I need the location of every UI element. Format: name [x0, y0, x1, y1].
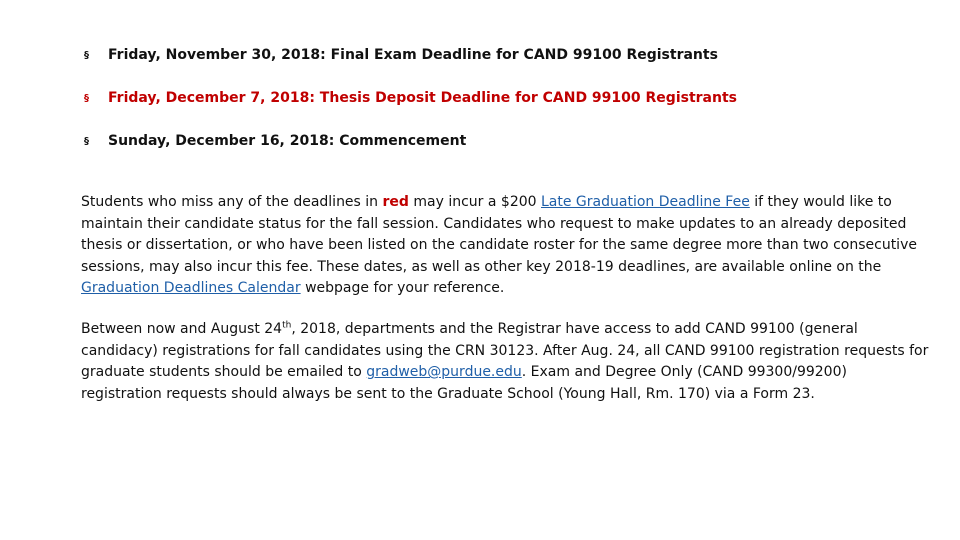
- bullet-marker: §: [84, 135, 89, 147]
- para1-text-c: if they would like to maintain their candidate status for the fall session. Candidates who request to make updates to an already deposited thesis or dissertation, or who have been listed on the candidate roster for the same degree more than two consecutive sessions, may also incur this fee. These dates, as well as other key 2018-19 deadlines, are available online on the: [81, 194, 917, 275]
- gradweb-email-link[interactable]: gradweb@purdue.edu: [366, 364, 522, 381]
- para1-text-d: webpage for your reference.: [300, 280, 505, 297]
- deadline-item-final-exam: [84, 44, 944, 66]
- late-fee-paragraph: [81, 192, 931, 300]
- deadline-text: Sunday, December 16, 2018: Commencement: [108, 133, 467, 149]
- ordinal-suffix: th: [282, 320, 292, 331]
- bullet-marker: §: [84, 92, 89, 104]
- para1-text-b: may incur a $200: [408, 194, 541, 210]
- bullet-marker: §: [84, 49, 89, 61]
- deadline-text: Friday, December 7, 2018: Thesis Deposit Deadline for CAND 99100 Registrants: [108, 90, 737, 106]
- deadline-list: [84, 44, 944, 173]
- late-graduation-fee-link[interactable]: Late Graduation Deadline Fee: [541, 194, 750, 210]
- para2-text-a: Between now and August 24: [81, 321, 283, 337]
- deadline-item-thesis-deposit: [84, 87, 944, 109]
- registration-paragraph: [81, 319, 931, 405]
- para2-text-b: , 2018, departments and the Registrar have access to add CAND 99100 (general candidacy) registrations for fall candidates using the CRN 30123. After Aug. 24, all CAND 99100 registration requests for graduate students should be emailed to: [81, 321, 929, 381]
- deadline-item-commencement: [84, 130, 944, 152]
- para1-text-a: Students who miss any of the deadlines in: [81, 194, 383, 210]
- deadline-text: Friday, November 30, 2018: Final Exam Deadline for CAND 99100 Registrants: [108, 47, 718, 63]
- para2-text-c: . Exam and Degree Only (CAND 99300/99200) registration requests should always be sent to the Graduate School (Young Hall, Rm. 170) via a Form 23.: [81, 364, 847, 402]
- red-keyword: red: [382, 194, 409, 210]
- graduation-deadlines-calendar-link[interactable]: Graduation Deadlines Calendar: [81, 280, 301, 297]
